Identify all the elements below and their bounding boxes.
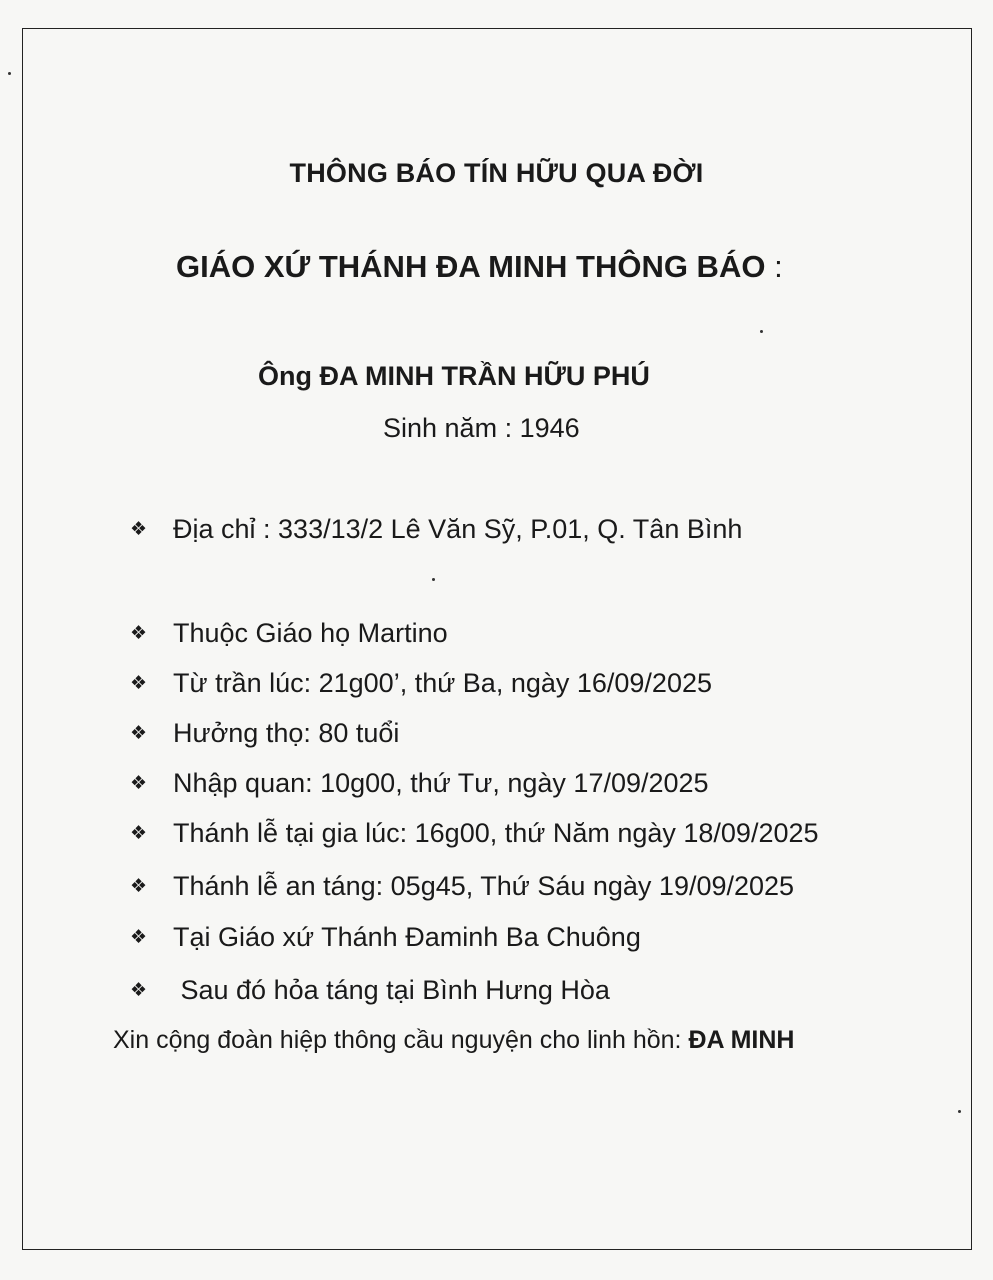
list-item-text: Sau đó hỏa táng tại Bình Hưng Hòa xyxy=(173,975,610,1005)
deceased-name: Ông ĐA MINH TRẦN HỮU PHÚ xyxy=(258,361,650,391)
list-item-text: Nhập quan: 10g00, thứ Tư, ngày 17/09/2025 xyxy=(173,768,709,798)
scan-speck xyxy=(432,578,435,581)
list-item-home-mass xyxy=(130,818,819,849)
closing-name: ĐA MINH xyxy=(688,1026,795,1054)
list-item-time-of-death xyxy=(130,668,712,699)
list-item-text: Từ trần lúc: 21g00’, thứ Ba, ngày 16/09/2025 xyxy=(173,668,712,698)
diamond-bullet-icon: ❖ xyxy=(130,823,148,844)
list-item-funeral-mass xyxy=(130,871,794,902)
diamond-bullet-icon: ❖ xyxy=(130,773,148,794)
parish-line: GIÁO XỨ THÁNH ĐA MINH THÔNG BÁO xyxy=(176,249,766,284)
diamond-bullet-icon: ❖ xyxy=(130,876,148,897)
list-item-cremation xyxy=(130,975,610,1006)
parish-colon: : xyxy=(774,249,783,284)
list-item-text: Thuộc Giáo họ Martino xyxy=(173,618,448,648)
list-item-text: Hưởng thọ: 80 tuổi xyxy=(173,718,400,748)
list-item-address xyxy=(130,514,742,545)
diamond-bullet-icon: ❖ xyxy=(130,519,148,540)
list-item-location xyxy=(130,922,641,953)
diamond-bullet-icon: ❖ xyxy=(130,623,148,644)
list-item-age xyxy=(130,718,399,749)
birth-year: Sinh năm : 1946 xyxy=(383,413,580,443)
list-item-text: Tại Giáo xứ Thánh Đaminh Ba Chuông xyxy=(173,922,641,952)
diamond-bullet-icon: ❖ xyxy=(130,980,148,1001)
closing-prayer-request xyxy=(113,1026,794,1055)
notice-heading: THÔNG BÁO TÍN HỮU QUA ĐỜI xyxy=(289,158,704,188)
list-item-text: Địa chỉ : 333/13/2 Lê Văn Sỹ, P.01, Q. Tân Bình xyxy=(173,514,743,544)
list-item-text: Thánh lễ tại gia lúc: 16g00, thứ Năm ngày 18/09/2025 xyxy=(173,818,819,848)
diamond-bullet-icon: ❖ xyxy=(130,673,148,694)
diamond-bullet-icon: ❖ xyxy=(130,927,148,948)
scan-speck xyxy=(8,72,11,75)
list-item-encoffining xyxy=(130,768,709,799)
list-item-text: Thánh lễ an táng: 05g45, Thứ Sáu ngày 19/09/2025 xyxy=(173,871,795,901)
list-item-parish-group xyxy=(130,618,448,649)
closing-text: Xin cộng đoàn hiệp thông cầu nguyện cho linh hồn: xyxy=(113,1026,689,1054)
scan-speck xyxy=(958,1110,961,1113)
diamond-bullet-icon: ❖ xyxy=(130,723,148,744)
scan-speck xyxy=(760,330,763,333)
parish-announcement xyxy=(176,249,783,285)
